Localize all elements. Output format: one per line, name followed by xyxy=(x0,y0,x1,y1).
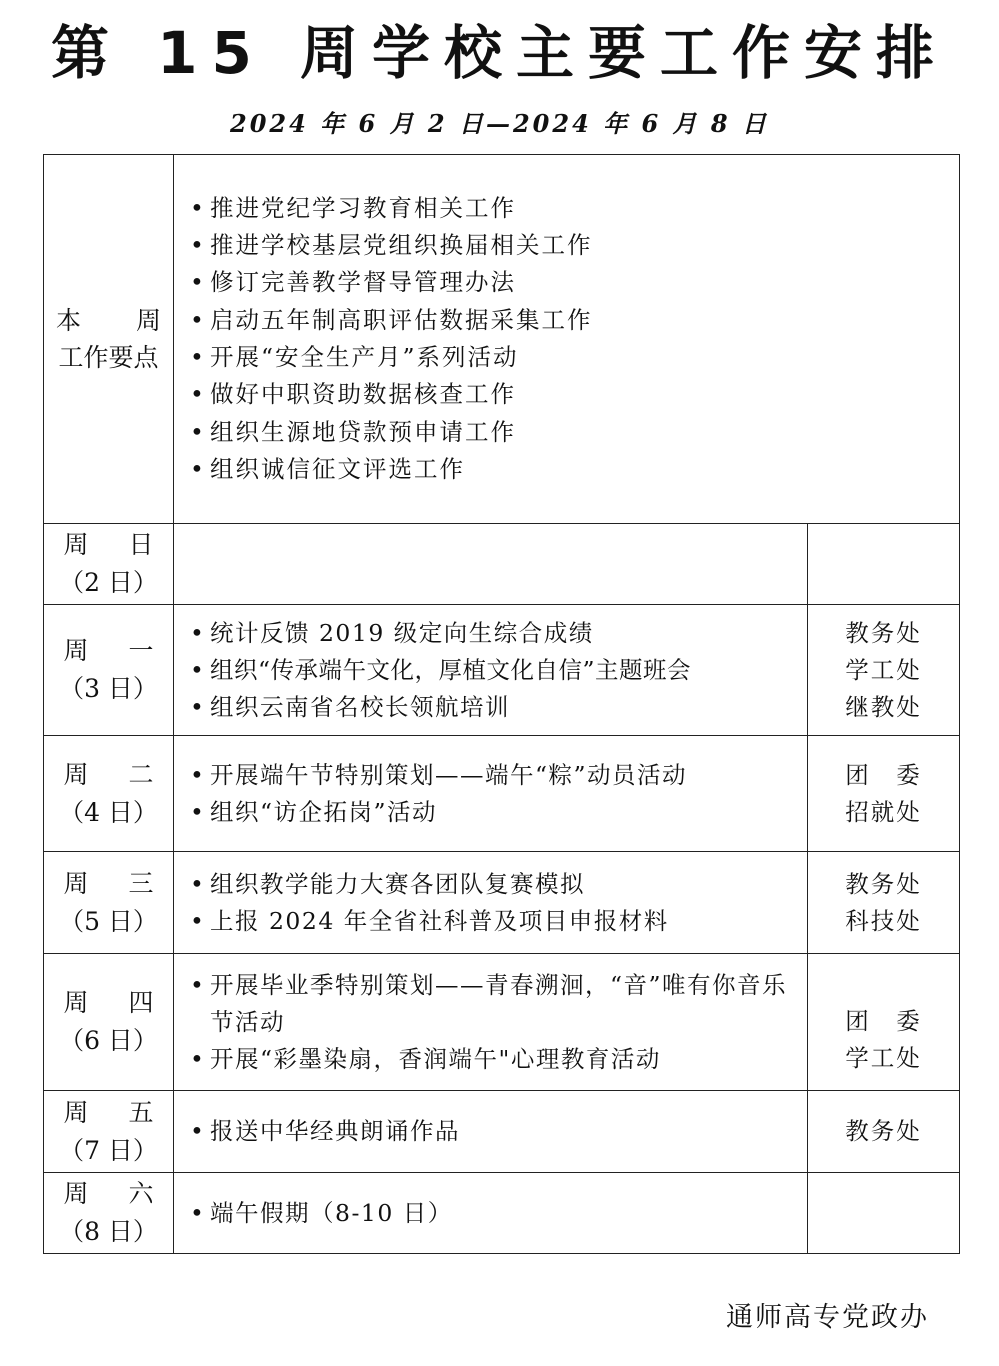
list-item: • 组织教学能力大赛各团队复赛模拟 xyxy=(188,866,807,903)
day-items xyxy=(174,1091,808,1173)
day-items xyxy=(174,852,808,954)
list-item: • 端午假期（8-10 日） xyxy=(188,1195,807,1232)
key-point-item: • 做好中职资助数据核查工作 xyxy=(188,376,959,413)
key-point-item: • 组织诚信征文评选工作 xyxy=(188,451,959,488)
list-item: • 报送中华经典朗诵作品 xyxy=(188,1113,807,1150)
list-item: • 组织“传承端午文化，厚植文化自信”主题班会 xyxy=(188,652,807,689)
day-depts xyxy=(808,605,960,736)
dept-name: 继教处 xyxy=(845,692,922,721)
day-label: 周一 （3 日） xyxy=(44,605,174,736)
day-depts xyxy=(808,1173,960,1254)
day-label: 周三 （5 日） xyxy=(44,852,174,954)
day-depts xyxy=(808,736,960,852)
key-point-item: • 推进学校基层党组织换届相关工作 xyxy=(188,227,959,264)
footer-signature: 通师高专党政办 xyxy=(726,1302,929,1333)
key-points-label: 本周 工作要点 xyxy=(44,155,174,524)
day-row-friday xyxy=(44,1091,960,1173)
dept-name: 科技处 xyxy=(845,906,922,935)
day-items xyxy=(174,954,808,1091)
dept-name: 学工处 xyxy=(845,1044,922,1072)
day-label: 周四 （6 日） xyxy=(44,954,174,1091)
dept-name: 团 委 xyxy=(845,1007,922,1035)
key-point-item: • 组织生源地贷款预申请工作 xyxy=(188,414,959,451)
list-item: • 上报 2024 年全省社科普及项目申报材料 xyxy=(188,903,807,940)
day-label: 周二 （4 日） xyxy=(44,736,174,852)
list-item: • 组织云南省名校长领航培训 xyxy=(188,689,807,726)
key-point-item: • 开展“安全生产月”系列活动 xyxy=(188,339,959,376)
day-items xyxy=(174,605,808,736)
key-point-item: • 启动五年制高职评估数据采集工作 xyxy=(188,302,959,339)
day-depts xyxy=(808,1091,960,1173)
day-depts xyxy=(808,954,960,1091)
dept-name: 教务处 xyxy=(845,869,922,898)
dept-name: 团 委 xyxy=(845,760,922,789)
day-row-sunday xyxy=(44,524,960,605)
key-point-item: • 修订完善教学督导管理办法 xyxy=(188,264,959,301)
list-item: • 开展端午节特别策划——端午“粽”动员活动 xyxy=(188,757,807,794)
dept-name: 教务处 xyxy=(845,618,922,647)
list-item: • 统计反馈 2019 级定向生综合成绩 xyxy=(188,615,807,652)
page-title: 第 15 周学校主要工作安排 xyxy=(50,19,949,87)
day-depts xyxy=(808,852,960,954)
day-label: 周六 （8 日） xyxy=(44,1173,174,1254)
day-items xyxy=(174,736,808,852)
day-label: 周日 （2 日） xyxy=(44,524,174,605)
date-range: 2024 年 6 月 2 日—2024 年 6 月 8 日 xyxy=(230,109,769,138)
day-row-monday xyxy=(44,605,960,736)
key-points-list xyxy=(174,155,960,524)
day-depts xyxy=(808,524,960,605)
day-row-wednesday xyxy=(44,852,960,954)
dept-name: 教务处 xyxy=(845,1117,922,1145)
day-row-tuesday xyxy=(44,736,960,852)
day-row-saturday xyxy=(44,1173,960,1254)
day-items xyxy=(174,524,808,605)
schedule-table xyxy=(43,154,960,1254)
dept-name: 学工处 xyxy=(845,655,922,684)
key-points-row xyxy=(44,155,960,524)
list-item: • 开展“彩墨染扇，香润端午"心理教育活动 xyxy=(188,1041,807,1078)
day-label: 周五 （7 日） xyxy=(44,1091,174,1173)
dept-name: 招就处 xyxy=(845,797,922,826)
day-row-thursday xyxy=(44,954,960,1091)
list-item: • 组织“访企拓岗”活动 xyxy=(188,794,807,831)
list-item: • 开展毕业季特别策划——青春溯洄，“音”唯有你音乐节活动 xyxy=(188,967,807,1041)
key-point-item: • 推进党纪学习教育相关工作 xyxy=(188,190,959,227)
day-items xyxy=(174,1173,808,1254)
